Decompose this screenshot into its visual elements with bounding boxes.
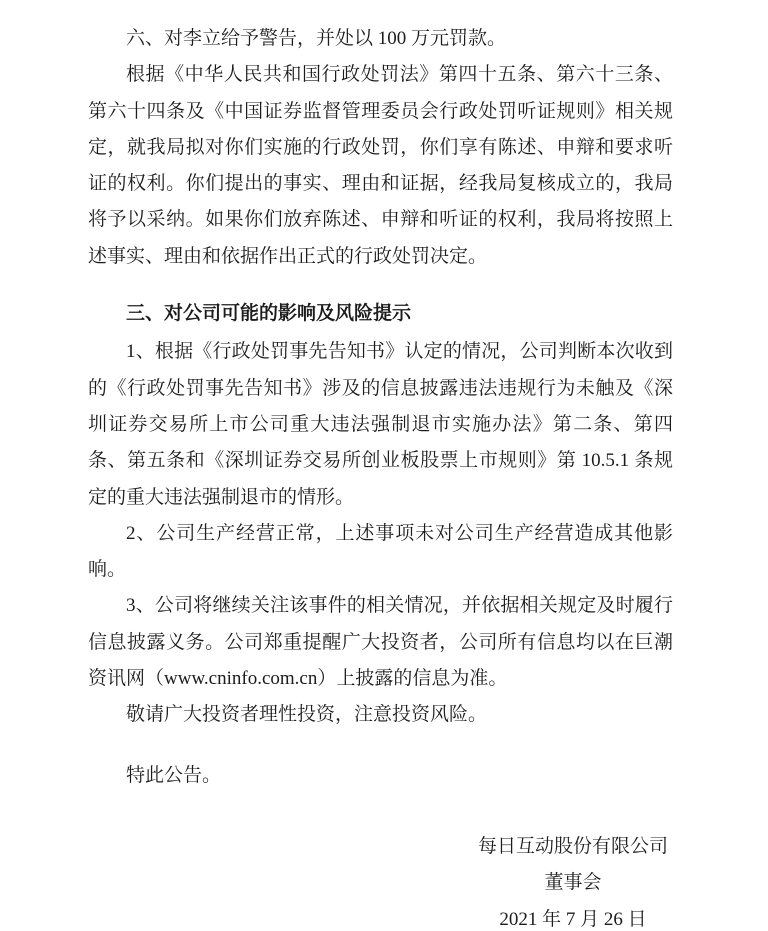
signature-board-label: 董事会 bbox=[544, 872, 602, 894]
penalty-item-paragraph: 六、对李立给予警告，并处以 100 万元罚款。 bbox=[126, 28, 507, 49]
section-heading-impact-risk: 三、对公司可能的影响及风险提示 bbox=[126, 303, 412, 325]
signature-block bbox=[473, 829, 673, 931]
risk-item-1-paragraph: 1、根据《行政处罚事先告知书》认定的情况，公司判断本次收到的《行政处罚事先告知书》涉及的信息披露违法违规行为未触及《深圳证券交易所上市公司重大违法强制退市实施办法》第二条、第四条、第五条和《深圳证券交易所创业板股票上市规则》第 10.5.1 条规定的重大违法强制退市的情形。 bbox=[88, 341, 673, 508]
signature-company-name: 每日互动股份有限公司 bbox=[477, 835, 668, 857]
risk-item-2-paragraph: 2、公司生产经营正常，上述事项未对公司生产经营造成其他影响。 bbox=[88, 522, 673, 581]
risk-item-3-paragraph: 3、公司将继续关注该事件的相关情况，并依据相关规定及时履行信息披露义务。公司郑重提醒广大投资者，公司所有信息均以在巨潮资讯网（www.cninfo.com.cn）上披露的信息为准。 bbox=[88, 595, 673, 690]
legal-basis-paragraph: 根据《中华人民共和国行政处罚法》第四十五条、第六十三条、第六十四条及《中国证券监督管理委员会行政处罚听证规则》相关规定，就我局拟对你们实施的行政处罚，你们享有陈述、申辩和要求听证的权利。你们提出的事实、理由和证据，经我局复核成立的，我局将予以采纳。如果你们放弃陈述、申辩和听证的权利，我局将按照上述事实、理由和依据作出正式的行政处罚决定。 bbox=[88, 64, 673, 267]
signature-date: 2021 年 7 月 26 日 bbox=[499, 908, 647, 930]
investor-reminder-paragraph: 敬请广大投资者理性投资，注意投资风险。 bbox=[126, 704, 488, 726]
closing-statement: 特此公告。 bbox=[126, 764, 222, 786]
